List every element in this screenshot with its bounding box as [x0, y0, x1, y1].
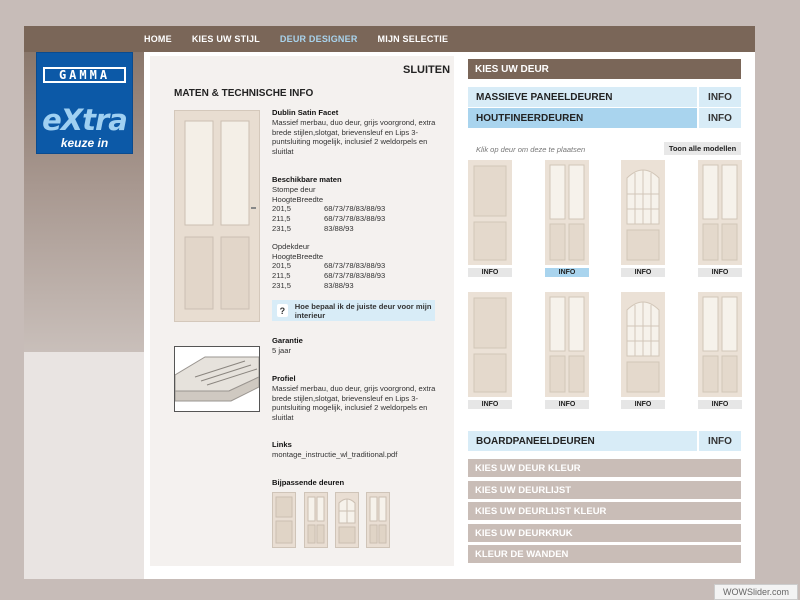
extra-logo-text: eXtra	[42, 103, 127, 137]
matching-door-3[interactable]	[335, 492, 359, 548]
category-boardpaneel-label[interactable]: BOARDPANEELDEUREN	[468, 431, 697, 451]
category-massieve-label[interactable]: MASSIEVE PANEELDEUREN	[468, 87, 697, 107]
door-place-hint: Klik op deur om deze te plaatsen	[476, 145, 586, 154]
profiel-block	[272, 374, 438, 423]
help-door-choice-button[interactable]	[272, 300, 435, 321]
question-icon: ?	[277, 304, 288, 317]
opdek-cols: HoogteBreedte	[272, 251, 324, 261]
links-heading: Links	[272, 440, 292, 449]
kies-uw-deur-header: KIES UW DEUR	[468, 59, 741, 79]
profiel-desc: Massief merbau, duo deur, grijs voorgrond, extra brede stijlen,slotgat, brievensleuf en Lips 3-puntsluiting mogelijk, inclusief 2 weldorpels en sluitlat	[272, 383, 436, 423]
category-massieve-info[interactable]: INFO	[699, 87, 741, 107]
door-thumb-7-info[interactable]: INFO	[621, 400, 665, 409]
door-thumb-8[interactable]	[698, 292, 742, 397]
bijpassende-heading: Bijpassende deuren	[272, 478, 345, 487]
door-thumb-3-info[interactable]: INFO	[621, 268, 665, 277]
product-desc-text: Massief merbau, duo deur, grijs voorgrond, extra brede stijlen,slotgat, brievensleuf en Lips 3-puntsluiting mogelijk, inclusief 2 weldorpels en sluitlat	[272, 117, 436, 157]
menu-kleur-wanden[interactable]: KLEUR DE WANDEN	[468, 545, 741, 563]
show-all-models-button[interactable]: Toon alle modellen	[664, 142, 741, 155]
door-thumb-1-info[interactable]: INFO	[468, 268, 512, 277]
stompe-label: Stompe deur	[272, 184, 316, 194]
wowslider-watermark[interactable]: WOWSlider.com	[714, 584, 798, 600]
close-button[interactable]: SLUITEN	[403, 64, 451, 76]
door-thumb-4[interactable]	[698, 160, 742, 265]
category-boardpaneel-info[interactable]: INFO	[699, 431, 741, 451]
door-thumb-6[interactable]	[545, 292, 589, 397]
spec-row: 231,5 83/88/93	[272, 223, 354, 233]
spec-row: 201,5 68/73/78/83/88/93	[272, 261, 386, 271]
opdek-label: Opdekdeur	[272, 241, 310, 251]
spec-row: 201,5 68/73/78/83/88/93	[272, 204, 386, 214]
matching-door-1[interactable]	[272, 492, 296, 548]
door-thumb-5[interactable]	[468, 292, 512, 397]
details-title: MATEN & TECHNISCHE INFO	[174, 88, 314, 99]
menu-deur-kleur[interactable]: KIES UW DEUR KLEUR	[468, 459, 741, 477]
category-houtfineer-label[interactable]: HOUTFINEERDEUREN	[468, 108, 697, 128]
gamma-extra-logo[interactable]	[36, 52, 133, 154]
door-thumb-5-info[interactable]: INFO	[468, 400, 512, 409]
menu-deurkruk[interactable]: KIES UW DEURKRUK	[468, 524, 741, 542]
product-description	[272, 108, 438, 157]
spec-row: 211,5 68/73/78/83/88/93	[272, 214, 386, 224]
garantie-heading: Garantie	[272, 336, 303, 345]
logo-tagline: keuze in	[60, 136, 109, 150]
selected-door-image	[174, 110, 260, 322]
help-text: Hoe bepaal ik de juiste deur voor mijn interieur	[294, 301, 432, 320]
nav-kies-uw-stijl[interactable]: KIES UW STIJL	[191, 34, 260, 44]
nav-home[interactable]: HOME	[144, 34, 172, 44]
door-thumb-2[interactable]	[545, 160, 589, 265]
profile-image	[174, 346, 260, 412]
door-thumb-8-info[interactable]: INFO	[698, 400, 742, 409]
left-lower-panel	[24, 352, 144, 579]
nav-deur-designer[interactable]: DEUR DESIGNER	[279, 34, 358, 44]
profiel-heading: Profiel	[272, 374, 296, 383]
gamma-logo-text: GAMMA	[43, 67, 126, 83]
garantie-block	[272, 336, 438, 356]
matching-door-2[interactable]	[304, 492, 328, 548]
door-thumb-4-info[interactable]: INFO	[698, 268, 742, 277]
category-houtfineer-info[interactable]: INFO	[699, 108, 741, 128]
spec-row: 211,5 68/73/78/83/88/93	[272, 271, 386, 281]
spec-row: 231,5 83/88/93	[272, 280, 354, 290]
door-thumb-1[interactable]	[468, 160, 512, 265]
door-thumb-7[interactable]	[621, 292, 665, 397]
door-thumb-6-info[interactable]: INFO	[545, 400, 589, 409]
door-thumb-2-info[interactable]: INFO	[545, 268, 589, 277]
main-nav	[144, 26, 468, 52]
nav-mijn-selectie[interactable]: MIJN SELECTIE	[377, 34, 449, 44]
links-block	[272, 440, 438, 460]
montage-pdf-link[interactable]: montage_instructie_wl_traditional.pdf	[272, 449, 398, 459]
category-massieve	[468, 87, 741, 107]
menu-deurlijst[interactable]: KIES UW DEURLIJST	[468, 481, 741, 499]
matching-door-4[interactable]	[366, 492, 390, 548]
door-thumb-3[interactable]	[621, 160, 665, 265]
category-boardpaneel	[468, 431, 741, 451]
stompe-cols: HoogteBreedte	[272, 194, 324, 204]
category-houtfineer	[468, 108, 741, 128]
product-name: Dublin Satin Facet	[272, 108, 339, 117]
sizes-heading: Beschikbare maten	[272, 175, 342, 184]
sizes-block	[272, 175, 438, 291]
menu-deurlijst-kleur[interactable]: KIES UW DEURLIJST KLEUR	[468, 502, 741, 520]
garantie-value: 5 jaar	[272, 345, 291, 355]
